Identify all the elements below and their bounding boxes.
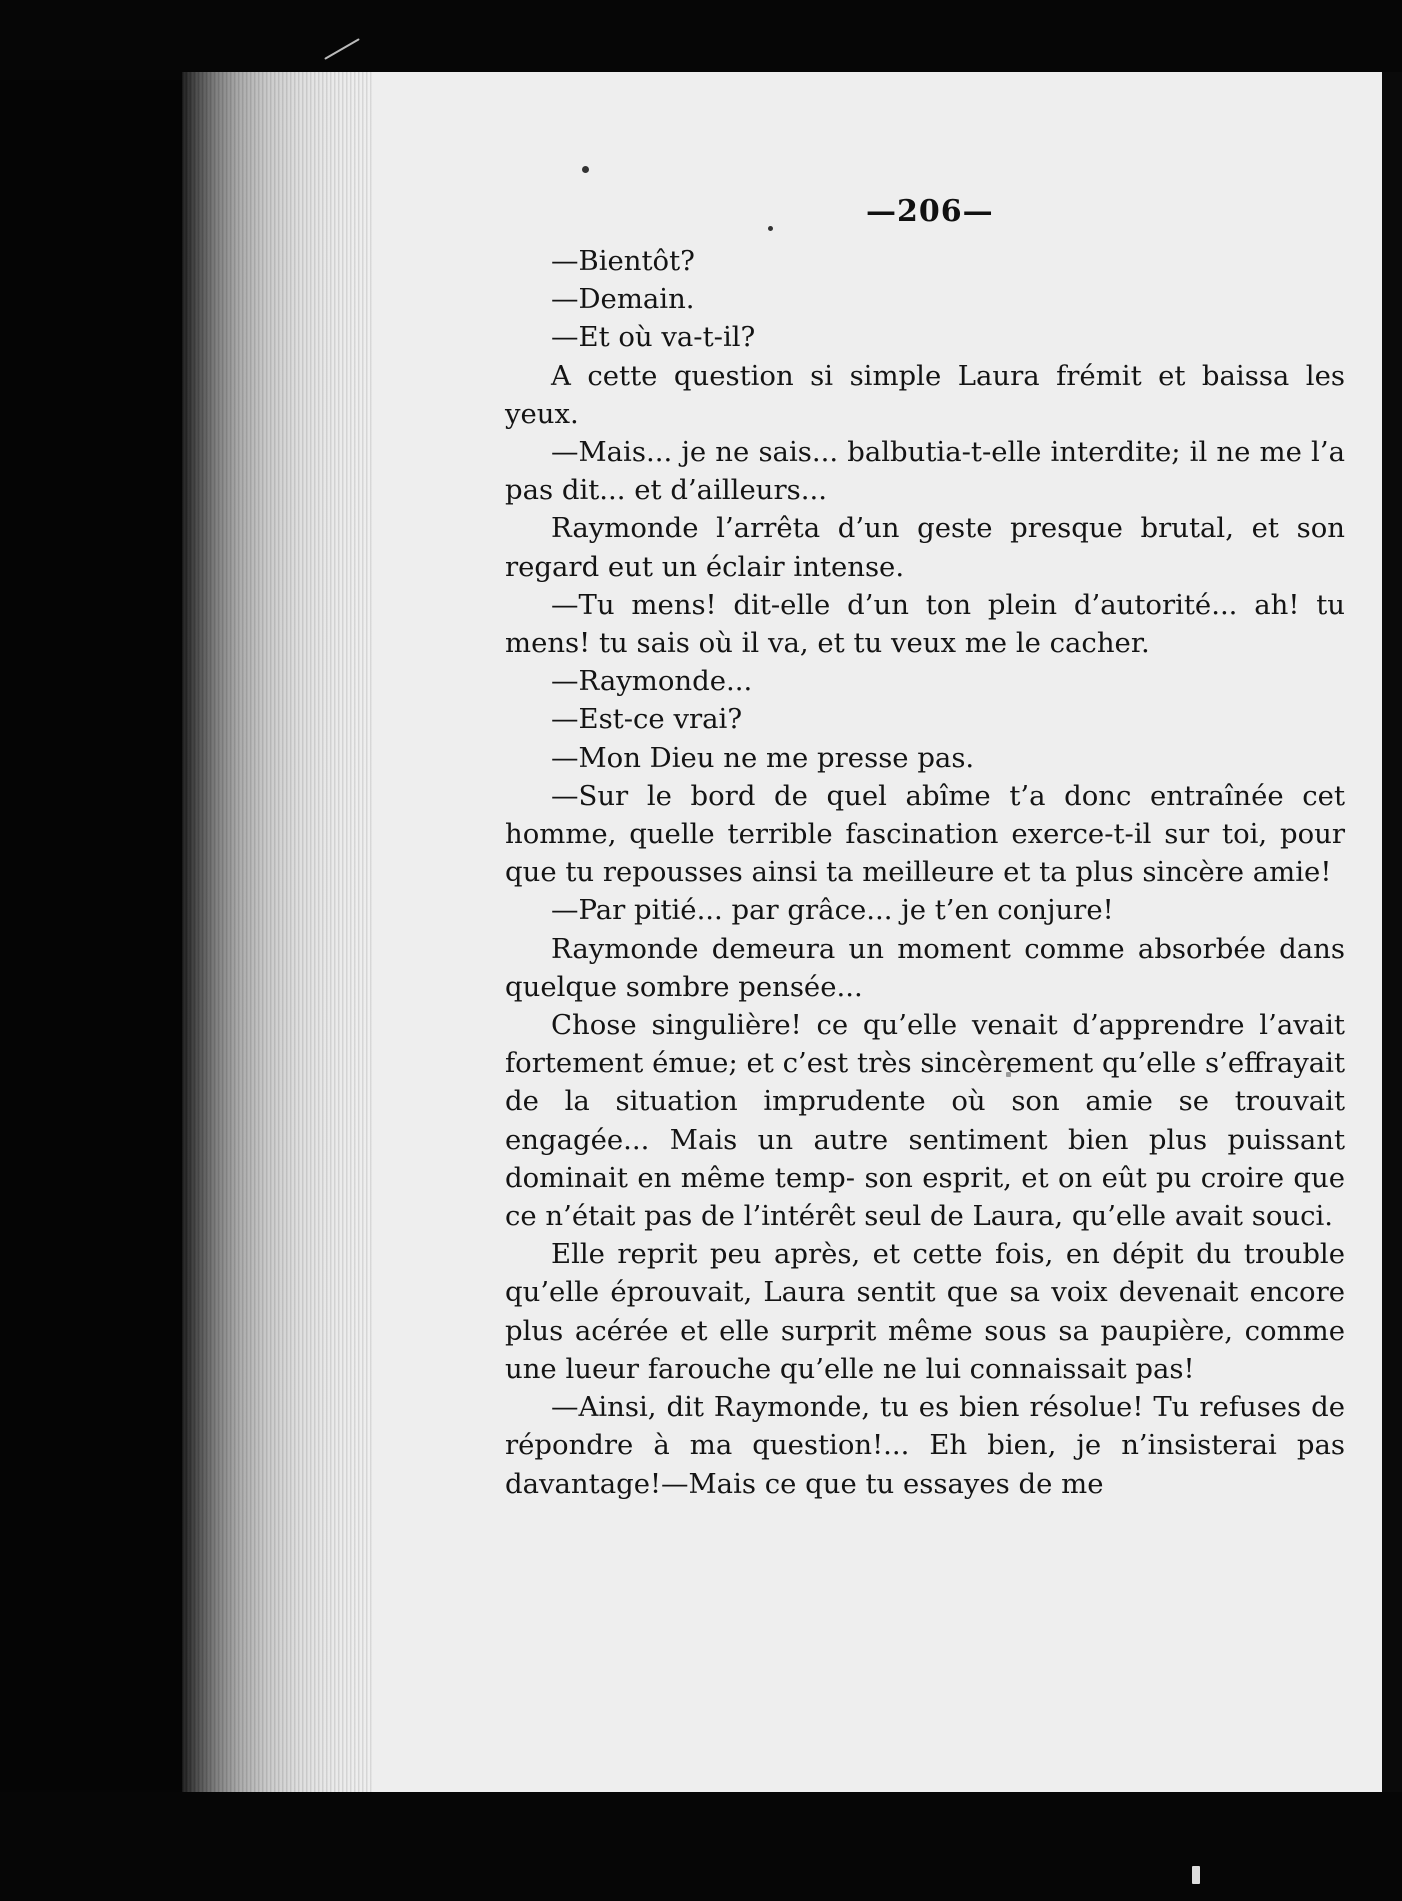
paragraph: —Mais... je ne sais... balbutia-t-elle interdite; il ne me l’a pas dit... et d’ailleurs... (505, 436, 1345, 507)
paragraph: —Raymonde... (551, 665, 753, 698)
film-speck (1192, 1866, 1200, 1884)
paragraph: —Et où va-t-il? (551, 321, 756, 354)
paragraph: Elle reprit peu après, et cette fois, en dépit du trouble qu’elle éprouvait, Laura sentit que sa voix devenait encore plus acérée et elle surprit même sous sa paupière, comme une lueur farouche qu’elle ne lui connaissait pas! (505, 1238, 1345, 1385)
film-border-right (1382, 72, 1402, 1792)
film-border-bottom (0, 1792, 1402, 1901)
paragraph: —Est-ce vrai? (551, 703, 743, 736)
paragraph: —Par pitié... par grâce... je t’en conjure! (551, 894, 1114, 927)
page-text (505, 242, 1345, 1503)
paragraph: A cette question si simple Laura frémit et baissa les yeux. (505, 359, 1345, 430)
paragraph: Raymonde l’arrêta d’un geste presque brutal, et son regard eut un éclair intense. (505, 512, 1345, 583)
ink-speck (768, 226, 773, 231)
paragraph: —Ainsi, dit Raymonde, tu es bien résolue! Tu refuses de répondre à ma question!... Eh bien, je n’insisterai pas davantage!—Mais ce que tu essayes de me (505, 1391, 1345, 1500)
ink-speck (582, 166, 589, 173)
paragraph: —Bientôt? (551, 245, 695, 277)
paragraph: —Sur le bord de quel abîme t’a donc entraînée cet homme, quelle terrible fascination exerce-t-il sur toi, pour que tu repousses ainsi ta meilleure et ta plus sincère amie! (505, 779, 1345, 889)
paragraph: Chose singulière! ce qu’elle venait d’apprendre l’avait fortement émue; et c’est très sincèrement qu’elle s’effrayait de la situation imprudente où son amie se trouvait engagée... Mais un autre sentiment bien plus puissant dominait en même temp- son esprit, et on eût pu croire que ce n’était pas de l’intérêt seul de Laura, qu’elle avait souci. (505, 1009, 1345, 1233)
paragraph: Raymonde demeura un moment comme absorbée dans quelque sombre pensée... (505, 932, 1345, 1003)
page-number: —206— (866, 194, 994, 229)
film-border-top (0, 0, 1402, 80)
paragraph: —Tu mens! dit-elle d’un ton plein d’autorité... ah! tu mens! tu sais où il va, et tu veux me le cacher. (505, 588, 1345, 660)
paragraph: —Demain. (551, 283, 695, 316)
paragraph: —Mon Dieu ne me presse pas. (551, 741, 975, 774)
book-gutter-texture (182, 72, 372, 1792)
